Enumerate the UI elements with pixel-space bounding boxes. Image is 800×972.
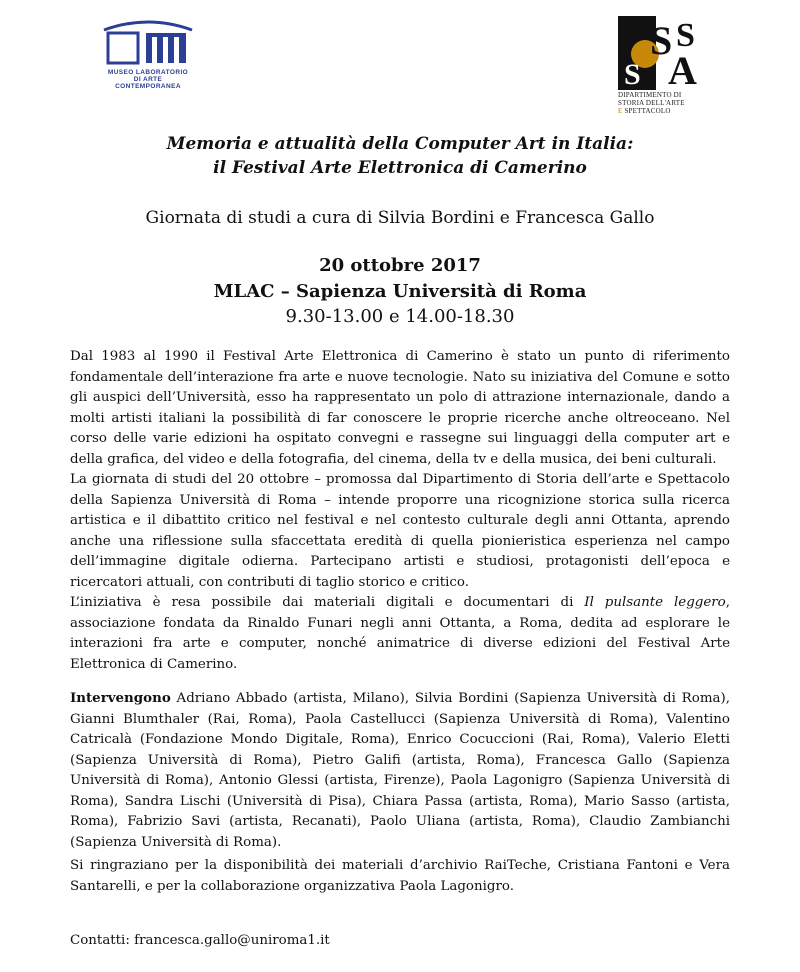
svg-text:S: S [676,17,695,54]
speakers-list: Adriano Abbado (artista, Milano), Silvia Bordini (Sapienza Università di Roma), Gianni Blumthaler (Rai, Roma), Paola Castellucci (Sapienza Università di Roma), Valentino Catricalà (Fondazione Mondo Digitale, Roma), Enrico Cocuccioni (Rai, Roma), Valerio Eletti (Sapienza Università di Roma), Pietro Galifi (artista, Roma), Francesca Gallo (Sapienza Università di Roma), Antonio Glessi (artista, Firenze), Paola Lagonigro (Sapienza Università di Roma), Sandra Lischi (Università di Pisa), Chiara Passa (artista, Roma), Mario Sasso (artista, Roma), Fabrizio Savi (artista, Recanati), Paolo Uliana (artista, Roma), Claudio Zambianchi (Sapienza Università di Roma). [70,691,730,850]
event-hours: 9.30-13.00 e 14.00-18.30 [285,306,515,327]
museum-logo [102,16,194,90]
museum-building-icon [102,16,194,66]
intro-p3-before: L’iniziativa è resa possibile dai materiali digitali e documentari di [70,595,585,610]
dsas-logo-icon [602,12,712,92]
dept-logo-line3-text: SPETTACOLO [624,107,671,115]
dept-logo-amp: E [618,107,623,115]
event-title [0,132,800,180]
contacts [70,931,330,951]
event-place: MLAC – Sapienza Università di Roma [213,281,587,302]
event-title-line1: Memoria e attualità della Computer Art in Italia: [166,134,634,154]
acknowledgements: Si ringraziano per la disponibilità dei materiali d’archivio RaiTeche, Cristiana Fantoni e Vera Santarelli, e per la collaborazione organizzativa Paola Lagonigro. [70,858,730,894]
intro-paragraph-1: Dal 1983 al 1990 il Festival Arte Elettronica di Camerino è stato un punto di riferimento fondamentale dell’interazione fra arte e nuove tecnologie. Nato su iniziativa del Comune e sotto gli auspici dell’Università, esso ha rappresentato un polo di attrazione internazionale, dando a molti artisti italiani la possibilità di far conoscere le proprie ricerche anche oltreoceano. Nel corso delle varie edizioni ha ospitato convegni e rassegne sui linguaggi della computer art e della grafica, del video e della fotografia, del cinema, della tv e della musica, dei beni culturali. [70,349,730,467]
intro-p3-italic: Il pulsante leggero [584,595,726,610]
event-date: 20 ottobre 2017 [319,255,481,276]
event-title-line2: il Festival Arte Elettronica di Camerino [213,158,587,178]
intro-p3-after: , associazione fondata da Rinaldo Funari negli anni Ottanta, a Roma, dedita ad esplorare le interazioni fra arte e computer, nonché animatrice di diverse edizioni del Festival Arte Elettronica di Camerino. [70,595,730,672]
svg-text:S: S [650,18,673,63]
dept-logo-line3 [618,107,718,115]
intro-paragraph-2: La giornata di studi del 20 ottobre – promossa dal Dipartimento di Storia dell’arte e Spettacolo della Sapienza Università di Roma – intende proporre una ricognizione storica sulla ricerca artistica e il dibattito critico nel festival e nel contesto culturale degli anni Ottanta, aprendo anche una riflessione sulla sfaccettata eredità di quella pionieristica esperienza nel campo dell’immagine digitale odierna. Partecipano artisti e studiosi, protagonisti dell’epoca e ricercatori attuali, con contributi di taglio storico e critico. [70,472,730,590]
intro-section [70,347,730,675]
museum-logo-line2: DI ARTE CONTEMPORANEA [115,76,181,90]
dept-logo-line1: DIPARTIMENTO DI [618,91,682,99]
event-subtitle: Giornata di studi a cura di Silvia Bordini e Francesca Gallo [145,208,655,228]
svg-text:S: S [624,58,641,91]
intro-paragraph-3 [70,593,730,675]
speakers-label: Intervengono [70,690,171,706]
dept-logo-line2: STORIA DELL'ARTE [618,99,685,107]
museum-logo-line1: MUSEO LABORATORIO [107,69,189,76]
speakers-section [70,688,730,853]
svg-text:A: A [668,48,697,92]
contacts-label: Contatti: [70,933,130,948]
contacts-email[interactable]: francesca.gallo@uniroma1.it [134,933,330,948]
department-logo [602,12,712,115]
